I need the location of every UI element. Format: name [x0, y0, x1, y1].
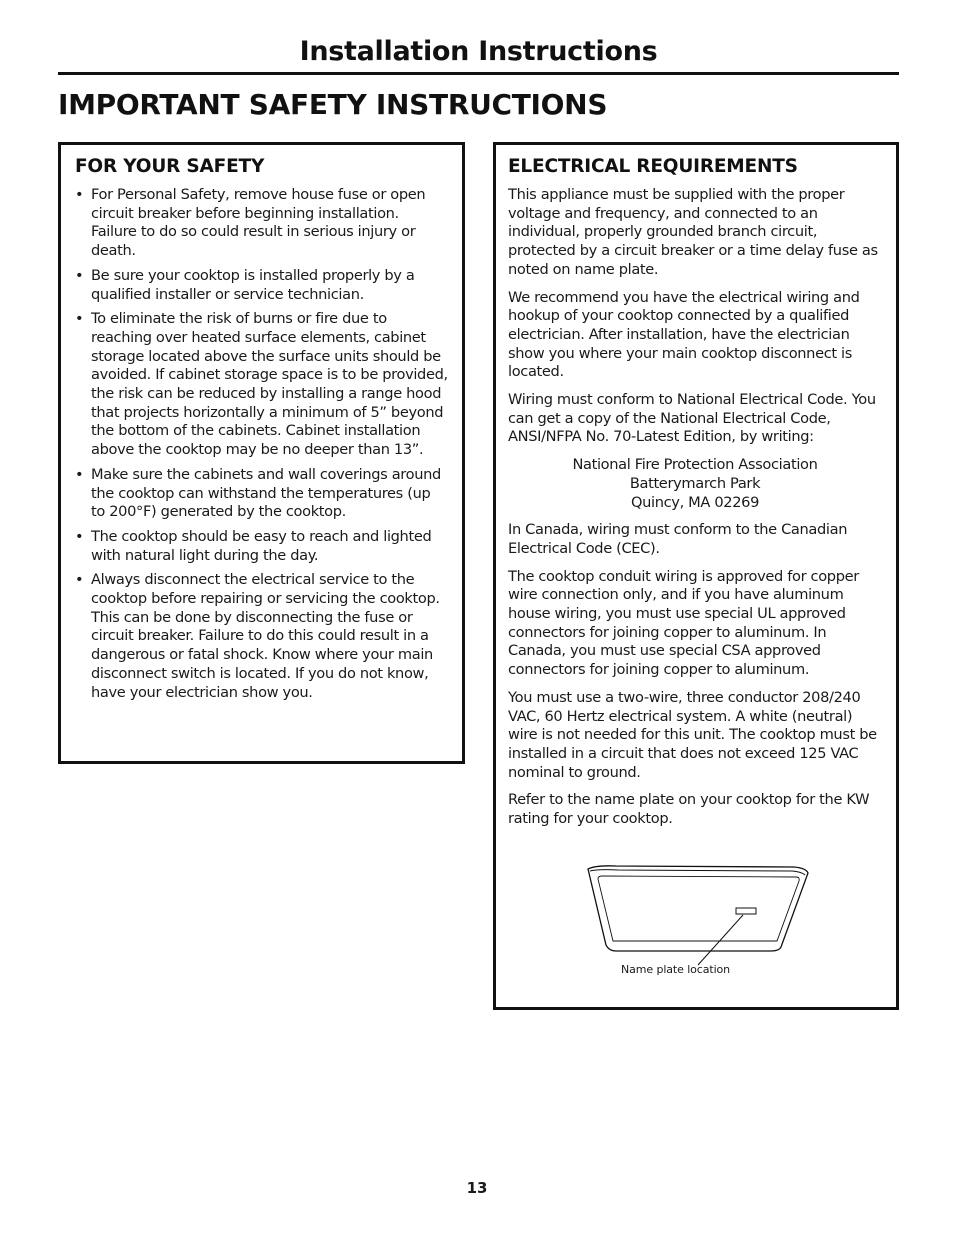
safety-item: • Be sure your cooktop is installed properly by a qualified installer or service technician.: [75, 267, 448, 304]
electrical-paragraph: In Canada, wiring must conform to the Canadian Electrical Code (CEC).: [508, 521, 848, 557]
section-title: IMPORTANT SAFETY INSTRUCTIONS: [58, 88, 608, 121]
electrical-paragraph: Refer to the name plate on your cooktop for the KW rating for your cooktop.: [508, 791, 870, 828]
document-header: [58, 32, 899, 75]
electrical-paragraph: We recommend you have the electrical wiring and hookup of your cooktop connected by a qualified electrician. After installation, have the electrician show you where your main cooktop disconnect is located.: [508, 288, 860, 381]
cooktop-outline: [588, 866, 808, 951]
safety-item: • For Personal Safety, remove house fuse or open circuit breaker before beginning installation. Failure to do so could result in serious injury or death.: [75, 186, 448, 261]
electrical-box: [493, 142, 899, 1010]
address-line: National Fire Protection Association: [572, 456, 818, 474]
safety-box: [58, 142, 465, 764]
safety-heading: FOR YOUR SAFETY: [75, 156, 265, 177]
electrical-paragraph: Wiring must conform to National Electrical Code. You can get a copy of the National Electrical Code, ANSI/NFPA No. 70-Latest Edition, by writing:: [508, 391, 876, 446]
safety-item: • The cooktop should be easy to reach and lighted with natural light during the day.: [75, 528, 448, 565]
electrical-paragraph: This appliance must be supplied with the proper voltage and frequency, and connected to an individual, properly grounded branch circuit, protected by a circuit breaker or a time delay fuse as noted on name plate.: [508, 186, 878, 278]
page-number: 13: [466, 1179, 488, 1197]
electrical-heading: ELECTRICAL REQUIREMENTS: [508, 156, 798, 177]
name-plate: [736, 908, 756, 914]
electrical-paragraph: The cooktop conduit wiring is approved for copper wire connection only, and if you have aluminum house wiring, you must use special UL approved connectors for joining copper to aluminum. In Canada, you must use special CSA approved connectors for joining copper to aluminum.: [508, 567, 859, 679]
address-line: Quincy, MA 02269: [630, 493, 760, 511]
safety-item: • Always disconnect the electrical service to the cooktop before repairing or servicing the cooktop. This can be done by disconnecting the fuse or circuit breaker. Failure to do this could result in a dangerous or fatal shock. Know where your main disconnect switch is located. If you do not know, have your electrician show you.: [75, 571, 448, 702]
address-line: Batterymarch Park: [629, 474, 761, 492]
safety-list: [75, 186, 448, 702]
document-title: Installation Instructions: [299, 36, 658, 67]
safety-item: • To eliminate the risk of burns or fire due to reaching over heated surface elements, cabinet storage located above the surface units should be avoided. If cabinet storage space is to be provided, the risk can be reduced by installing a range hood that projects horizontally a minimum of 5” beyond the bottom of the cabinets. Cabinet installation above the cooktop may be no deeper than 13”.: [75, 310, 448, 460]
diagram-caption: Name plate location: [621, 963, 731, 976]
nfpa-address: [508, 456, 882, 512]
safety-item: • Make sure the cabinets and wall coverings around the cooktop can withstand the temperatures (up to 200°F) generated by the cooktop.: [75, 466, 448, 522]
electrical-paragraph: You must use a two-wire, three conductor 208/240 VAC, 60 Hertz electrical system. A white (neutral) wire is not needed for this unit. The cooktop must be installed in a circuit that does not exceed 125 VAC nominal to ground.: [508, 688, 877, 781]
